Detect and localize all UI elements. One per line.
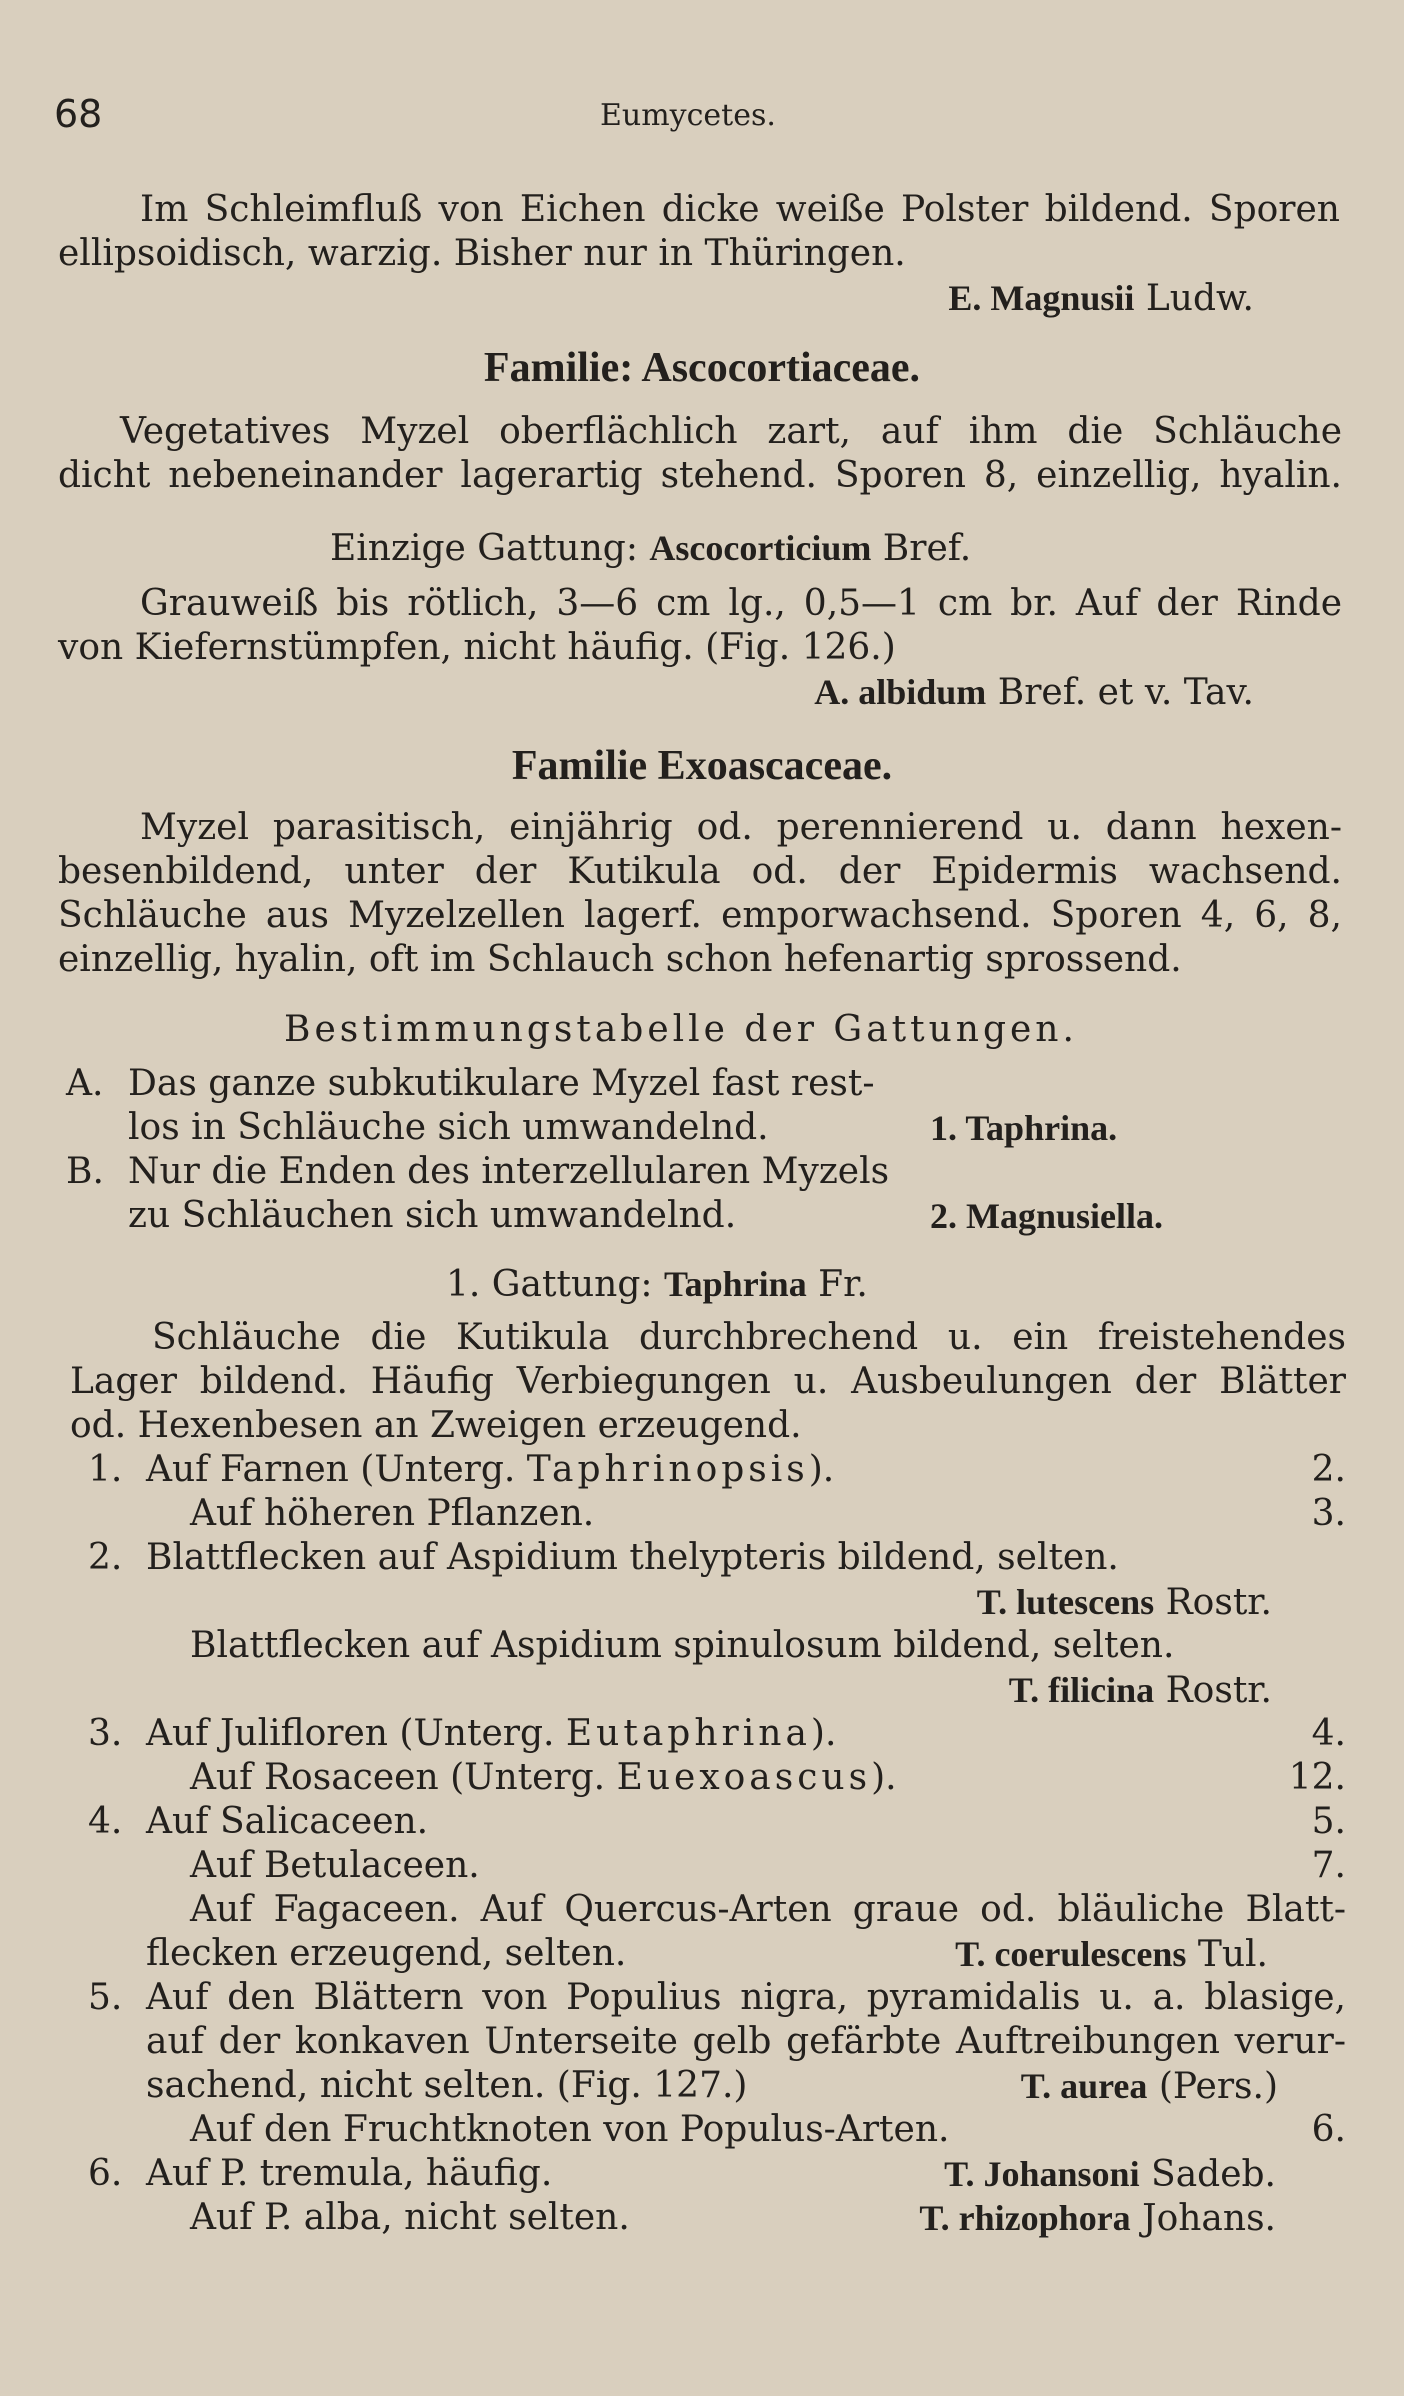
key-number: 2. (88, 1537, 123, 1578)
key-text: Auf Fagaceen. Auf Quercus-Arten graue od. bläuliche Blatt- (190, 1889, 1346, 1930)
key-text: Auf Salicaceen. (146, 1801, 429, 1842)
key-text: Das ganze subkutikulare Myzel fast rest- (128, 1063, 875, 1104)
key-number: 1. (88, 1449, 123, 1490)
text-line: Schläuche die Kutikula durchbrechend u. ein freistehendes (152, 1317, 1346, 1358)
family-heading: Familie Exoascaceae. (511, 743, 893, 789)
key-ref: 6. (1311, 2109, 1346, 2150)
key-ref: 3. (1311, 1493, 1346, 1534)
key-text: zu Schläuchen sich umwandelnd. (128, 1195, 737, 1236)
key-text: Auf Julifloren (Unterg. Eutaphrina). (146, 1713, 837, 1754)
species-name: E. Magnusii Ludw. (948, 278, 1254, 319)
key-number: 6. (88, 2153, 123, 2194)
key-text: Blattflecken auf Aspidium thelypteris bildend, selten. (146, 1537, 1119, 1578)
text-line: ellipsoidisch, warzig. Bisher nur in Thüringen. (58, 233, 906, 274)
key-text: Auf P. tremula, häufig. (146, 2153, 553, 2194)
key-text: los in Schläuche sich umwandelnd. (128, 1107, 769, 1148)
species-name: T. Johansoni Sadeb. (944, 2154, 1276, 2195)
text-line: einzellig, hyalin, oft im Schlauch schon hefenartig sprossend. (58, 939, 1182, 980)
text-line: Grauweiß bis rötlich, 3—6 cm lg., 0,5—1 cm br. Auf der Rinde (140, 583, 1342, 624)
key-text: Auf den Fruchtknoten von Populus-Arten. (190, 2109, 950, 2150)
page-number: 68 (54, 92, 103, 136)
species-name: T. rhizophora Johans. (919, 2198, 1276, 2239)
text-line: Schläuche aus Myzelzellen lagerf. emporwachsend. Sporen 4, 6, 8, (58, 895, 1342, 936)
key-text: Blattflecken auf Aspidium spinulosum bildend, selten. (190, 1625, 1175, 1666)
key-text: Nur die Enden des interzellularen Myzels (128, 1151, 890, 1192)
key-ref: 5. (1311, 1801, 1346, 1842)
text-line: besenbildend, unter der Kutikula od. der Epidermis wachsend. (58, 851, 1342, 892)
key-text: Auf Rosaceen (Unterg. Euexoascus). (190, 1757, 897, 1798)
species-name: A. albidum Bref. et v. Tav. (814, 672, 1254, 713)
text-line: Im Schleimfluß von Eichen dicke weiße Polster bildend. Sporen (140, 189, 1340, 230)
key-label: B. (66, 1151, 104, 1192)
text-line: od. Hexenbesen an Zweigen erzeugend. (70, 1405, 802, 1446)
key-result: 2. Magnusiella. (930, 1196, 1164, 1236)
genus-heading: Einzige Gattung: Ascocorticium Bref. (330, 528, 972, 569)
key-number: 5. (88, 1977, 123, 2018)
key-label: A. (66, 1063, 104, 1104)
key-text: Auf Betulaceen. (190, 1845, 480, 1886)
species-name: T. coerulescens Tul. (955, 1934, 1268, 1975)
text-line: dicht nebeneinander lagerartig stehend. Sporen 8, einzellig, hyalin. (58, 455, 1342, 496)
key-text: Auf P. alba, nicht selten. (190, 2197, 630, 2238)
family-heading: Familie: Ascocortiaceae. (483, 345, 921, 391)
key-text: flecken erzeugend, selten. (146, 1933, 627, 1974)
key-number: 4. (88, 1801, 123, 1842)
key-text: Auf höheren Pflanzen. (190, 1493, 595, 1534)
key-text: Auf Farnen (Unterg. Taphrinopsis). (146, 1449, 835, 1490)
key-text: Auf den Blättern von Populius nigra, pyramidalis u. a. blasige, (146, 1977, 1346, 2018)
species-name: T. filicina Rostr. (1008, 1670, 1272, 1711)
text-line: Lager bildend. Häufig Verbiegungen u. Ausbeulungen der Blätter (70, 1361, 1346, 1402)
species-name: T. lutescens Rostr. (976, 1582, 1272, 1623)
key-ref: 2. (1311, 1449, 1346, 1490)
text-line: von Kiefernstümpfen, nicht häufig. (Fig. 126.) (58, 627, 896, 668)
genus-heading: 1. Gattung: Taphrina Fr. (446, 1264, 868, 1305)
key-ref: 7. (1311, 1845, 1346, 1886)
species-name: T. aurea (Pers.) (1020, 2066, 1278, 2107)
key-text: auf der konkaven Unterseite gelb gefärbte Auftreibungen verur- (146, 2021, 1346, 2062)
key-number: 3. (88, 1713, 123, 1754)
key-text: sachend, nicht selten. (Fig. 127.) (146, 2065, 748, 2106)
key-heading: Bestimmungstabelle der Gattungen. (284, 1009, 1078, 1050)
running-head: Eumycetes. (600, 98, 776, 133)
text-line: Myzel parasitisch, einjährig od. perennierend u. dann hexen- (140, 807, 1342, 848)
key-result: 1. Taphrina. (930, 1108, 1118, 1148)
key-ref: 4. (1311, 1713, 1346, 1754)
key-ref: 12. (1288, 1757, 1346, 1798)
text-line: Vegetatives Myzel oberflächlich zart, auf ihm die Schläuche (120, 411, 1342, 452)
